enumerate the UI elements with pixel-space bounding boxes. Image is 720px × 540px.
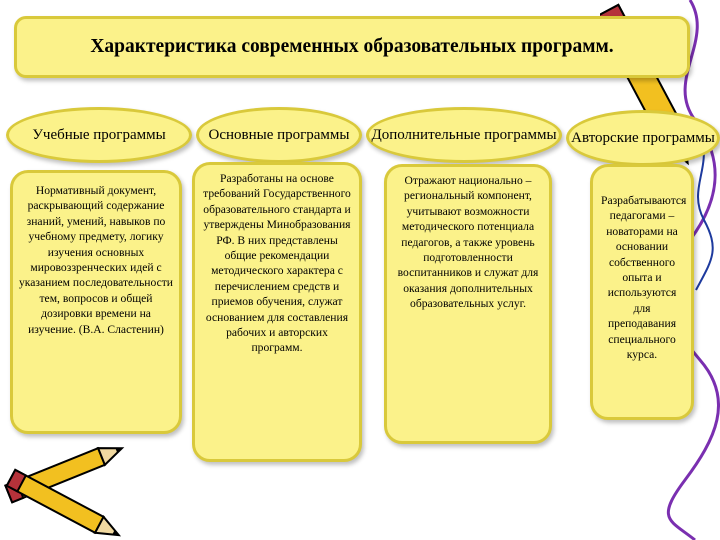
heading-author-programs: Авторские программы — [566, 110, 720, 166]
description-additional-programs: Отражают национально – региональный компонент, учитывают возможности методического потенциала педагогов, а также уровень подготовленности воспитанников и служат для оказания дополнительных образовательных услуг. — [384, 164, 552, 444]
heading-basic-programs: Основные программы — [196, 107, 362, 163]
pencils-icon — [0, 425, 140, 540]
heading-additional-programs: Дополнительные программы — [366, 107, 562, 163]
description-author-programs: Разрабатываются педагогами – новаторами на основании собственного опыта и используются для преподавания специального курса. — [590, 164, 694, 420]
heading-educational-programs: Учебные программы — [6, 107, 192, 163]
diagram-title: Характеристика современных образовательных программ. — [14, 16, 690, 78]
description-educational-programs: Нормативный документ, раскрывающий содержание знаний, умений, навыков по учебному предмету, логику изучения основных мировоззренческих идей с указанием последовательности тем, вопросов и общей дозировки времени на изучение. (В.А. Сластенин) — [10, 170, 182, 434]
description-basic-programs: Разработаны на основе требований Государственного образовательного стандарта и утверждены Минобразования РФ. В них представлены общие рекомендации методического характера с перечислением средств и приемов обучения, служат основанием для составления рабочих и авторских программ. — [192, 162, 362, 462]
